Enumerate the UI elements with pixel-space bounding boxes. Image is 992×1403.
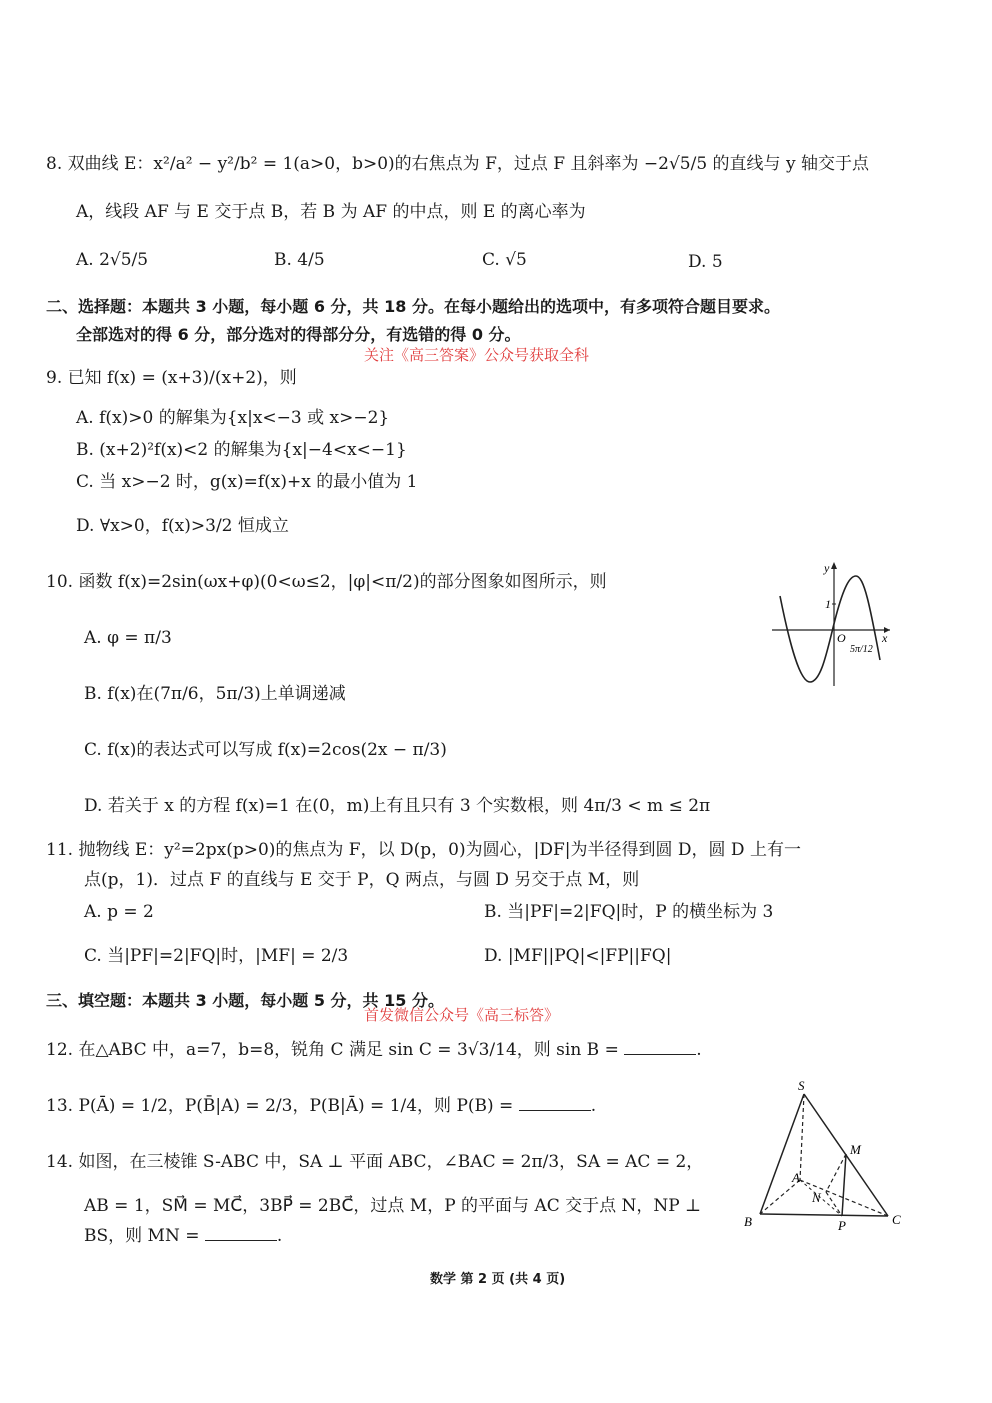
q11-option-c: C. 当|PF|=2|FQ|时，|MF| = 2/3 <box>84 946 349 966</box>
q9-option-d: D. ∀x>0，f(x)>3/2 恒成立 <box>76 516 289 536</box>
q8-option-a: A. 2√5/5 <box>76 250 149 270</box>
q9-option-c: C. 当 x>−2 时，g(x)=f(x)+x 的最小值为 1 <box>76 472 418 492</box>
q14-line2: AB = 1，SM⃗ = MC⃗，3BP⃗ = 2BC⃗，过点 M，P 的平面与 AC 交于点 N，NP ⊥ <box>84 1196 702 1216</box>
label-origin: O <box>837 631 846 645</box>
segment-mn <box>826 1154 846 1192</box>
label-n: N <box>812 1190 821 1205</box>
edge-sa <box>800 1094 804 1180</box>
section2-heading: 二、选择题：本题共 3 小题，每小题 6 分，共 18 分。在每小题给出的选项中，有多项符合题目要求。 <box>46 297 780 316</box>
q11-stem-line2: 点(p，1)．过点 F 的直线与 E 交于 P，Q 两点，与圆 D 另交于点 M，则 <box>84 870 640 890</box>
q11-option-d: D. |MF||PQ|<|FP||FQ| <box>484 946 672 966</box>
q14-tetrahedron-figure <box>738 1074 908 1236</box>
q11-option-b: B. 当|PF|=2|FQ|时，P 的横坐标为 3 <box>484 902 774 922</box>
label-p: P <box>838 1218 846 1233</box>
q8-option-d: D. 5 <box>688 252 723 272</box>
section3-heading: 三、填空题：本题共 3 小题，每小题 5 分，共 15 分。 <box>46 991 444 1010</box>
q9-option-a: A. f(x)>0 的解集为{x|x<−3 或 x>−2} <box>76 408 390 428</box>
q10-option-d: D. 若关于 x 的方程 f(x)=1 在(0，m)上有且只有 3 个实数根，则 4π/3 < m ≤ 2π <box>84 796 711 816</box>
q14-line1: 14. 如图，在三棱锥 S-ABC 中，SA ⊥ 平面 ABC，∠BAC = 2π/3，SA = AC = 2， <box>46 1152 704 1172</box>
q13-end: . <box>590 1096 597 1116</box>
section2-note: 全部选对的得 6 分，部分选对的得部分分，有选错的得 0 分。 <box>76 325 521 344</box>
q8-option-c: C. √5 <box>482 250 527 270</box>
label-a: A <box>792 1170 800 1185</box>
q12-text: 12. 在△ABC 中，a=7，b=8，锐角 C 满足 sin C = 3√3/14，则 sin B = <box>46 1040 619 1060</box>
q11-stem-line1: 11. 抛物线 E：y²=2px(p>0)的焦点为 F，以 D(p，0)为圆心，|DF|为半径得到圆 D，圆 D 上有一 <box>46 840 801 860</box>
q8-stem-line2: A，线段 AF 与 E 交于点 B，若 B 为 AF 的中点，则 E 的离心率为 <box>76 202 586 222</box>
q14-answer-blank <box>205 1226 277 1241</box>
watermark-bottom: 首发微信公众号《高三标答》 <box>364 1006 560 1024</box>
q9-stem: 9. 已知 f(x) = (x+3)/(x+2)，则 <box>46 368 297 388</box>
q9-option-b: B. (x+2)²f(x)<2 的解集为{x|−4<x<−1} <box>76 440 407 460</box>
watermark-top: 关注《高三答案》公众号获取全科 <box>364 346 590 364</box>
label-tick-5pi12: 5π/12 <box>850 644 873 655</box>
label-b: B <box>744 1214 752 1229</box>
q8-stem-line1: 8. 双曲线 E：x²/a² − y²/b² = 1(a>0，b>0)的右焦点为 F，过点 F 且斜率为 −2√5/5 的直线与 y 轴交于点 <box>46 154 869 174</box>
q13 <box>46 1094 596 1118</box>
q12 <box>46 1038 702 1062</box>
q14-line3 <box>84 1224 282 1248</box>
edge-bc <box>760 1214 888 1216</box>
q11-option-a: A. p = 2 <box>84 902 154 922</box>
y-axis-arrow <box>831 562 837 569</box>
segment-mp <box>842 1154 846 1216</box>
label-s: S <box>798 1078 805 1093</box>
q12-end: . <box>696 1040 702 1060</box>
page-footer: 数学 第 2 页 (共 4 页) <box>430 1272 566 1287</box>
q10-sine-graph <box>766 556 896 690</box>
q14-end: . <box>276 1226 283 1246</box>
label-x: x <box>882 631 888 645</box>
segment-ap <box>800 1180 842 1216</box>
q14-line3-text: BS，则 MN = <box>84 1226 200 1246</box>
label-c: C <box>892 1212 901 1227</box>
q10-option-c: C. f(x)的表达式可以写成 f(x)=2cos(2x − π/3) <box>84 740 447 760</box>
q13-text: 13. P(Ā) = 1/2，P(B̄|A) = 2/3，P(B|Ā) = 1/4，则 P(B) = <box>46 1096 514 1116</box>
q12-answer-blank <box>624 1040 696 1055</box>
label-m: M <box>850 1142 861 1157</box>
sine-curve <box>780 576 880 682</box>
q13-answer-blank <box>519 1096 591 1111</box>
label-one: 1 <box>825 597 831 611</box>
q10-option-b: B. f(x)在(7π/6，5π/3)上单调递减 <box>84 684 346 704</box>
q8-option-b: B. 4/5 <box>274 250 325 270</box>
label-y: y <box>824 561 830 575</box>
q10-option-a: A. φ = π/3 <box>84 628 172 648</box>
q10-stem: 10. 函数 f(x)=2sin(ωx+φ)(0<ω≤2，|φ|<π/2)的部分图象如图所示，则 <box>46 572 607 592</box>
